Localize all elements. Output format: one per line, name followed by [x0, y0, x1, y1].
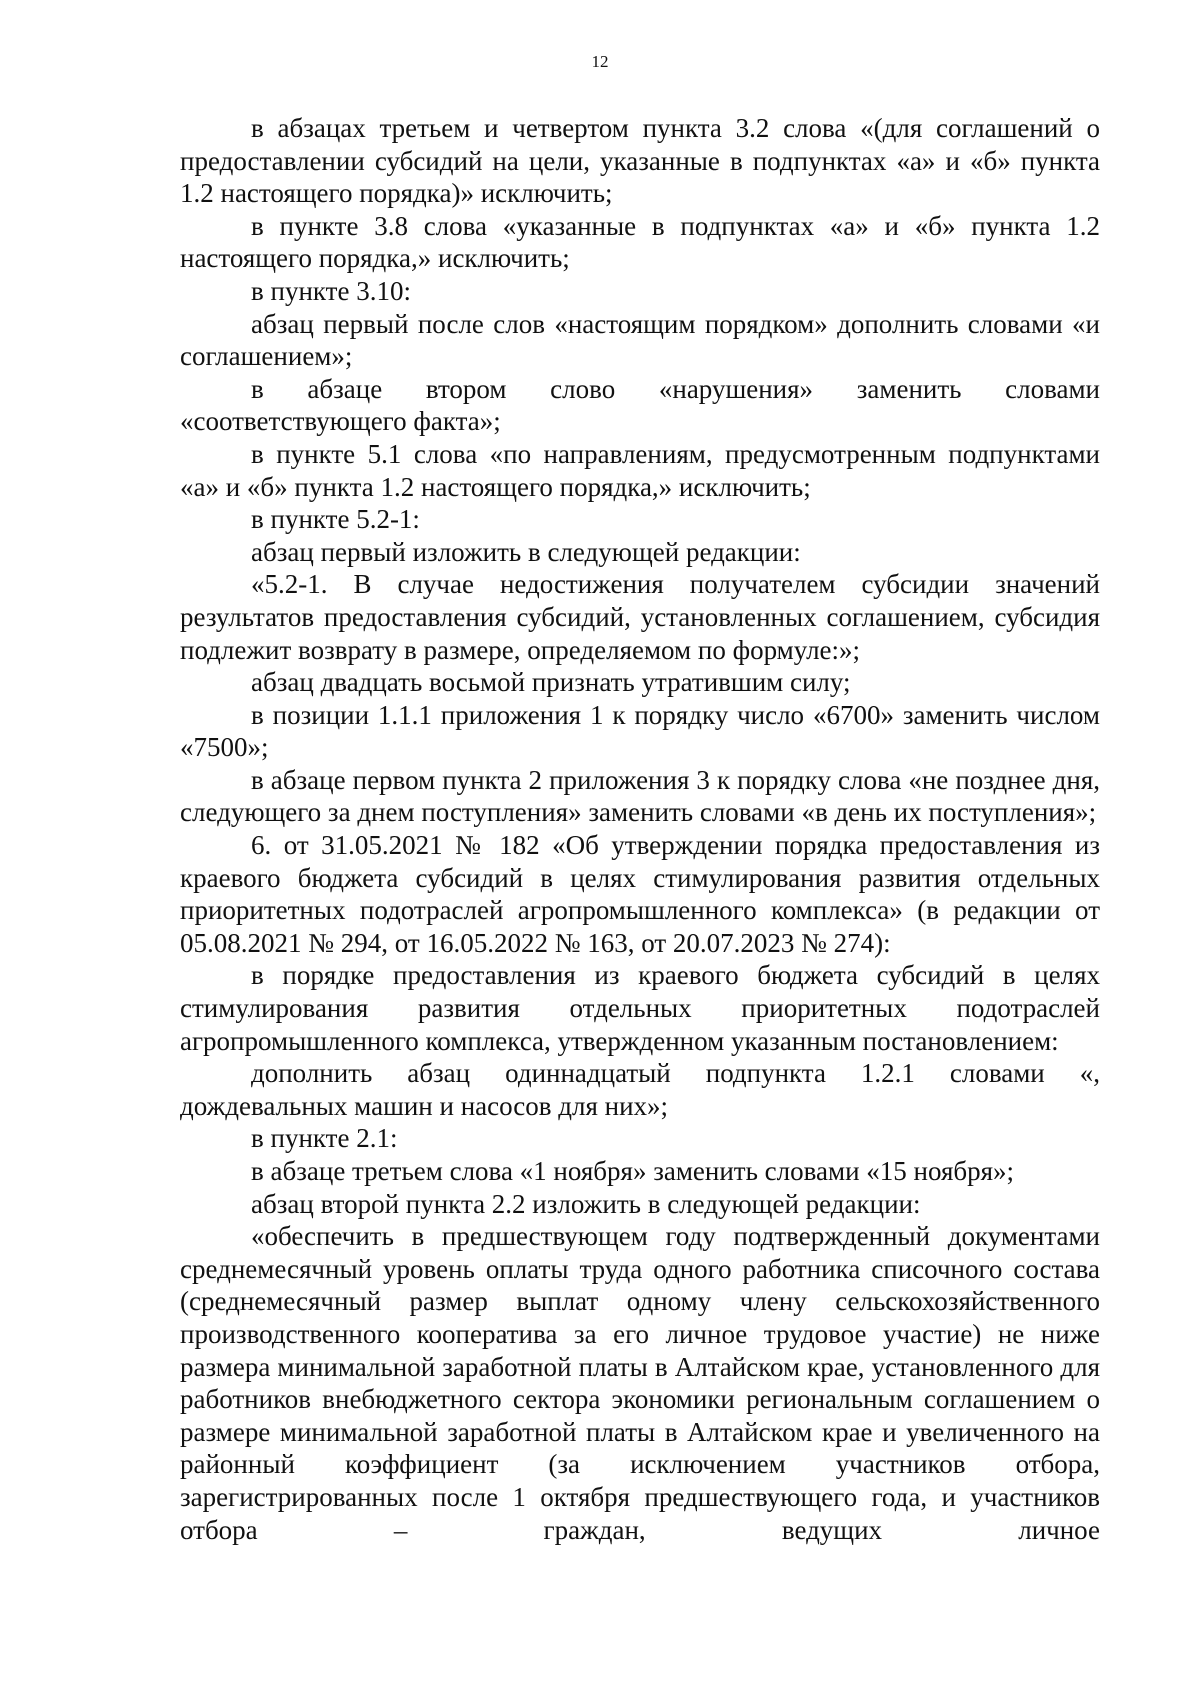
paragraph: абзац первый после слов «настоящим порядком» дополнить словами «и соглашением»;	[180, 308, 1100, 372]
page-number: 12	[591, 52, 609, 71]
paragraph: в пункте 2.1:	[251, 1123, 398, 1154]
paragraph: в пункте 3.8 слова «указанные в подпунктах «а» и «б» пункта 1.2 настоящего порядка,» исключить;	[180, 210, 1100, 274]
paragraph: «обеспечить в предшествующем году подтвержденный документами среднемесячный уровень оплаты труда одного работника списочного состава (среднемесячный размер выплат одному члену сельскохозяйственного производственного кооператива за его личное трудовое участие) не ниже размера минимальной заработной платы в Алтайском крае, установленного для работников внебюджетного сектора экономики региональным соглашением о размере минимальной заработной платы в Алтайском крае и увеличенного на районный коэффициент (за исключением участников отбора, зарегистрированных после 1 октября предшествующего года, и участников отбора – граждан, ведущих личное	[180, 1221, 1100, 1545]
paragraph: в абзаце третьем слова «1 ноября» заменить словами «15 ноября»;	[251, 1156, 1015, 1186]
paragraph: 6. от 31.05.2021 № 182 «Об утверждении порядка предоставления из краевого бюджета субсидий в целях стимулирования развития отдельных приоритетных подотраслей агропромышленного комплекса» (в редакции от 05.08.2021 № 294, от 16.05.2022 № 163, от 20.07.2023 № 274):	[180, 830, 1100, 958]
paragraph: абзац двадцать восьмой признать утратившим силу;	[251, 667, 851, 698]
paragraph: в абзаце втором слово «нарушения» заменить словами «соответствующего факта»;	[180, 373, 1100, 437]
paragraph: в пункте 5.2-1:	[251, 504, 420, 535]
paragraph: абзац второй пункта 2.2 изложить в следующей редакции:	[251, 1188, 921, 1219]
paragraph: в абзаце первом пункта 2 приложения 3 к порядку слова «не позднее дня, следующего за днем поступления» заменить словами «в день их поступления»;	[180, 764, 1100, 828]
paragraph: в пункте 3.10:	[251, 275, 411, 306]
paragraph: в позиции 1.1.1 приложения 1 к порядку число «6700» заменить числом «7500»;	[180, 699, 1100, 763]
paragraph: в пункте 5.1 слова «по направлениям, предусмотренным подпунктами «а» и «б» пункта 1.2 настоящего порядка,» исключить;	[180, 438, 1100, 502]
document-body	[180, 112, 1100, 1546]
paragraph: дополнить абзац одиннадцатый подпункта 1.2.1 словами «, дождевальных машин и насосов для них»;	[180, 1058, 1100, 1121]
paragraph: в абзацах третьем и четвертом пункта 3.2 слова «(для соглашений о предоставлении субсидий на цели, указанные в подпунктах «а» и «б» пункта 1.2 настоящего порядка)» исключить;	[180, 113, 1100, 209]
paragraph: «5.2-1. В случае недостижения получателем субсидии значений результатов предоставления субсидий, установленных соглашением, субсидия подлежит возврату в размере, определяемом по формуле:»;	[180, 569, 1100, 665]
paragraph: абзац первый изложить в следующей редакции:	[251, 536, 801, 567]
paragraph: в порядке предоставления из краевого бюджета субсидий в целях стимулирования развития отдельных приоритетных подотраслей агропромышленного комплекса, утвержденном указанным постановлением:	[180, 960, 1100, 1056]
